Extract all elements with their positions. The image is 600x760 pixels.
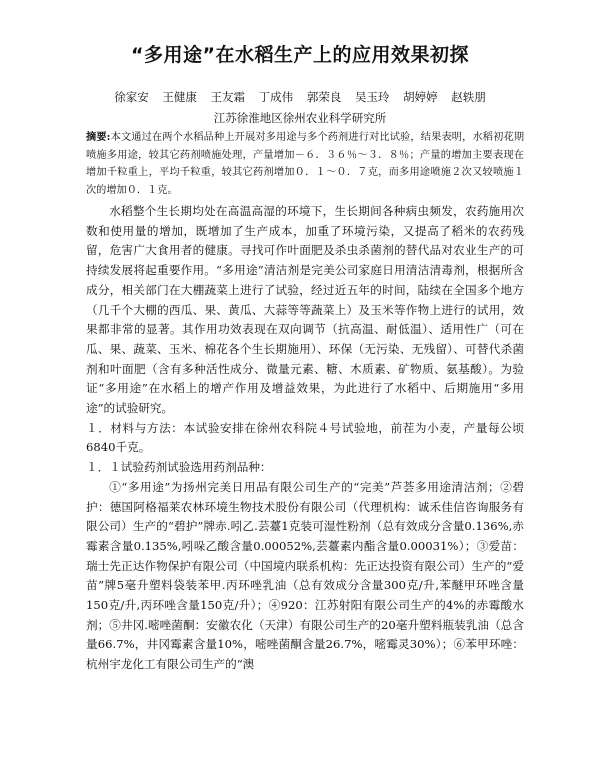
abstract-text: 本文通过在两个水稻品种上开展对多用途与多个药剂进行对比试验，结果表明，水稻初花期喷施多用途，较其它药剂喷施处理，产量增加－６．３６％～３．８％；产量的增加主要表现在增加千粒重上，平均千粒重，较其它药剂增加０．１～０．７克，而多用途喷施２次又较喷施１次的增加０．１克。 — [86, 132, 525, 196]
section-1-1-heading: １．１试验药剂试验选用药剂品种： — [86, 460, 272, 475]
paper-title: “多用途”在水稻生产上的应用效果初探 — [131, 44, 469, 66]
intro-paragraph: 水稻整个生长期均处在高温高湿的环境下，生长期间各种病虫频发，农药施用次数和使用量的增加，既增加了生产成本，加重了环境污染，又提高了稻米的农药残留，危害广大食用者的健康。寻找可作叶面肥及杀虫杀菌剂的替代品对农业生产的可持续发展将起重要作用。“多用途”清洁剂是完美公司家庭日用清洁清毒剂，根据所含成分，相关部门在大棚蔬菜上进行了试验，经过近五年的时间，陆续在全国多个地方（几千个大棚的西瓜、果、黄瓜、大蒜等等蔬菜上）及玉米等作物上进行的试用，效果都非常的显著。其作用功效表现在双向调节（抗高温、耐低温）、适用性广（可在瓜、果、蔬菜、玉米、棉花各个生长期施用）、环保（无污染、无残留）、可替代杀菌剂和叶面肥（含有多种活性成分、微量元素、糖、木质素、矿物质、氨基酸）。为验证“多用途”在水稻上的增产作用及增益效果，为此进行了水稻中、后期施用“多用途”的试验研究。 — [86, 204, 524, 416]
affiliation: 江苏徐淮地区徐州农业科学研究所 — [213, 111, 387, 125]
abstract — [86, 129, 524, 199]
author-list: 徐家安 王健康 王友霜 丁成伟 郭荣良 吴玉玲 胡婷婷 赵轶朋 — [114, 90, 486, 104]
materials-paragraph: ①“多用途”为扬州完美日用品有限公司生产的“完美”芦荟多用途清洁剂；②碧护：德国阿格福莱农林环境生物技术股份有限公司（代理机构：诚禾佳信咨询服务有限公司）生产的“碧护”牌赤.吲乙.芸薹1克装可湿性粉剂（总有效成分含量0.136%,赤霉素含量0.135%,吲哚乙酸含量0.00052%,芸薹素内酯含量0.00031%）；③爱苗：瑞士先正达作物保护有限公司（中国境内联系机构：先正达投资有限公司）生产的“爱苗”牌5毫升塑料袋装苯甲.丙环唑乳油（总有效成分含量300克/升,苯醚甲环唑含量150克/升,丙环唑含量150克/升）；④920：江苏射阳有限公司生产的4%的赤霉酸水剂；⑤井冈.嘧唑菌酮：安徽农化（天津）有限公司生产的20毫升塑料瓶装乳油（总含量66.7%，井冈霉素含量10%，嘧唑菌酮含量26.7%，嘧霉灵30%）；⑥苯甲环唑：杭州宇龙化工有限公司生产的“澳 — [86, 479, 524, 672]
abstract-label: 摘要: — [86, 131, 111, 143]
body-text — [86, 202, 524, 675]
section-1-heading: １．材料与方法：本试验安排在徐州农科院４号试验地，前茬为小麦，产量每公顷6840千克。 — [86, 420, 524, 455]
